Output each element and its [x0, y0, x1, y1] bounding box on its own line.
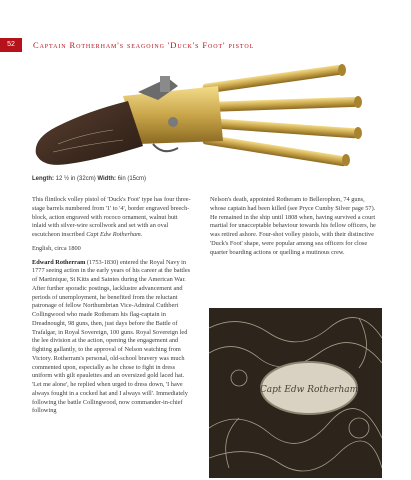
biography-paragraph: Edward Rotherram (1753-1830) entered the Royal Navy in 1777 seeing action in the early years of his career at the battles of Martinique, St Kitts and Saintes during the American War. After further sporadic postings, lacklustre advancement and periods of unemployment, he benefited from the reluctant patronage of fellow Northumbrian Vice-Admiral Cuthbert Collingwood who made Rotheram his flag-captain in Dreadnought, 98 guns, then, just days before the Battle of Trafalgar, in Royal Sovereign, 100 guns. Royal Sovereign led the lee division at the action, opening the engagement and fighting gallantly, to the approval of Nelson watching from Victory. Rotherram's personal, old-school bravery was much commented upon, especially as he chose to fight in dress uniform with gilt epaulettes and an oversized gold laced hat. 'Let me alone', he replied when urged to dress down, 'I have always fought in a cocked hat and I always will'. Immediately following the battle Collingwood, now commander-in-chief following: [32, 258, 191, 415]
right-column: [210, 196, 380, 262]
continuation-paragraph: Nelson's death, appointed Rotheram to Bellerophon, 74 guns, whose captain had been killed (see Pryce Cumby Silver page 57). He remained in the ship until 1808 when, having survived a court martial for unacceptable behaviour towards his fellow officers, he was retired ashore. Four-shot volley pistols, with their distinctive 'Duck's Foot' shape, were popular among sea officers for close quarter boarding actions or quelling a mutinous crew.: [210, 196, 376, 256]
pistol-image: [28, 56, 368, 171]
dimensions-caption: Length: 12 ½ in (32cm) Width: 6in (15cm): [32, 176, 146, 182]
barrels: [202, 64, 362, 167]
left-column: [32, 196, 192, 421]
escutcheon-detail-image: [209, 308, 382, 478]
walnut-butt: [36, 101, 143, 165]
page-number: 52: [0, 38, 22, 52]
date-line: English, circa 1800: [32, 244, 81, 252]
description-paragraph: This flintlock volley pistol of 'Duck's Foot' type has four three-stage barrels numbered from '1' to '4', border engraved breech-block, action engraved with rococo ornament, walnut butt inlaid with silver-wire scrollwork and set with an oval escutcheon inscribed Capt Edw Rotherham.: [32, 196, 191, 238]
escutcheon-inscription: Capt Edw Rotherham: [259, 385, 359, 395]
page-title: Captain Rotherham's seagoing 'Duck's Foot' pistol: [33, 40, 255, 50]
